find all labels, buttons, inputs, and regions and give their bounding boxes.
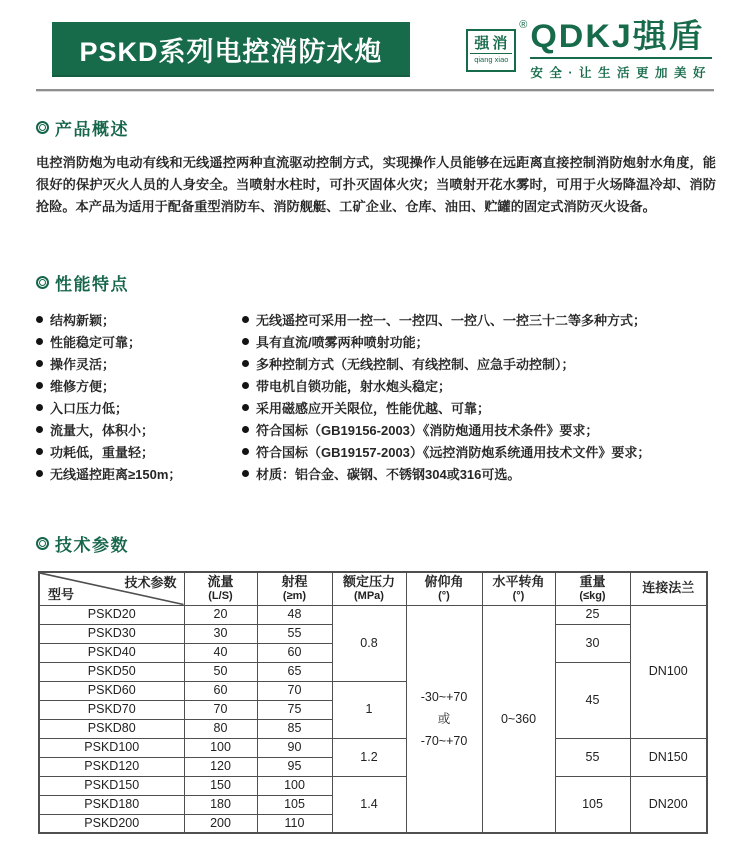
col-header-elevation [406, 572, 482, 605]
corner-label-model: 型号 [48, 586, 75, 602]
feature-text: 流量大，体积小； [50, 422, 155, 438]
col-title: 射程 [281, 573, 308, 589]
weight-cell: 45 [555, 662, 630, 738]
brand-logo [466, 19, 712, 81]
bullet-dot-icon [36, 338, 43, 345]
feature-item [36, 418, 242, 440]
pressure-cell: 1.2 [332, 738, 406, 776]
feature-text: 入口压力低； [50, 400, 129, 416]
flow-cell: 60 [184, 681, 257, 700]
range-cell: 110 [257, 814, 332, 833]
bullet-dot-icon [242, 382, 249, 389]
features-right-column [242, 308, 650, 484]
feature-item [242, 418, 650, 440]
col-unit: (≥m) [282, 589, 307, 602]
flow-cell: 150 [184, 776, 257, 795]
bullet-dot-icon [36, 382, 43, 389]
specs-table [38, 571, 708, 834]
col-title: 流量 [207, 573, 234, 589]
feature-text: 采用磁感应开关限位，性能优越、可靠； [256, 400, 491, 416]
elevation-or: 或 [437, 711, 451, 726]
feature-text: 带电机自锁功能，射水炮头稳定； [256, 378, 452, 394]
page-content [0, 115, 750, 834]
col-unit: (°) [512, 589, 525, 602]
range-cell: 65 [257, 662, 332, 681]
feature-item [242, 374, 650, 396]
model-cell: PSKD120 [39, 757, 184, 776]
flow-cell: 80 [184, 719, 257, 738]
feature-text: 维修方便； [50, 378, 116, 394]
bullet-dot-icon [242, 338, 249, 345]
corner-header-cell [39, 572, 184, 605]
range-cell: 85 [257, 719, 332, 738]
feature-item [242, 440, 650, 462]
feature-item [242, 462, 650, 484]
col-header-range [257, 572, 332, 605]
bullet-dot-icon [242, 448, 249, 455]
feature-text: 操作灵活； [50, 356, 116, 372]
model-cell: PSKD40 [39, 643, 184, 662]
feature-item [36, 308, 242, 330]
flow-cell: 200 [184, 814, 257, 833]
range-cell: 48 [257, 605, 332, 624]
feature-text: 结构新颖； [50, 312, 116, 328]
col-title: 俯仰角 [424, 573, 464, 589]
col-header-weight [555, 572, 630, 605]
col-title: 水平转角 [492, 573, 545, 589]
model-cell: PSKD180 [39, 795, 184, 814]
model-cell: PSKD100 [39, 738, 184, 757]
feature-text: 具有直流/喷雾两种喷射功能； [256, 334, 429, 350]
qiangxiao-logo-box [466, 29, 516, 72]
features-columns [36, 308, 716, 484]
logo-chinese-name: 强消 [470, 36, 512, 55]
range-cell: 60 [257, 643, 332, 662]
features-heading-row [36, 270, 716, 295]
section-specs [36, 531, 716, 834]
flange-cell: DN100 [630, 605, 707, 738]
table-row [39, 738, 707, 757]
col-title: 重量 [579, 573, 606, 589]
title-bar [52, 22, 410, 77]
section-features [36, 270, 716, 484]
features-left-column [36, 308, 242, 484]
weight-cell: 105 [555, 776, 630, 833]
bullet-dot-icon [242, 470, 249, 477]
brand-wordmark-block [530, 19, 712, 81]
section-overview [36, 115, 716, 218]
feature-item [36, 462, 242, 484]
feature-text: 性能稳定可靠； [50, 334, 142, 350]
feature-item [242, 352, 650, 374]
brand-wordmark: QDKJ强盾 [530, 18, 705, 55]
col-title: 连接法兰 [642, 580, 695, 596]
flow-cell: 100 [184, 738, 257, 757]
bullet-dot-icon [242, 404, 249, 411]
model-cell: PSKD70 [39, 700, 184, 719]
feature-item [36, 374, 242, 396]
bullet-dot-icon [36, 426, 43, 433]
range-cell: 55 [257, 624, 332, 643]
col-header-flange [630, 572, 707, 605]
bullet-dot-icon [242, 426, 249, 433]
model-cell: PSKD200 [39, 814, 184, 833]
range-cell: 95 [257, 757, 332, 776]
feature-text: 多种控制方式（无线控制、有线控制、应急手动控制）； [256, 356, 575, 372]
weight-cell: 55 [555, 738, 630, 776]
page-title: PSKD系列电控消防水炮 [79, 36, 383, 67]
pressure-cell: 0.8 [332, 605, 406, 681]
feature-item [242, 396, 650, 418]
range-cell: 70 [257, 681, 332, 700]
col-unit: (°) [438, 589, 450, 602]
flow-cell: 70 [184, 700, 257, 719]
feature-text: 无线遥控可采用一控一、一控四、一控八、一控三十二等多种方式； [256, 312, 647, 328]
elevation-cell [406, 605, 482, 833]
bullet-dot-icon [36, 404, 43, 411]
pressure-cell: 1.4 [332, 776, 406, 833]
table-header-row [39, 572, 707, 605]
elevation-range-2: -70~+70 [420, 733, 468, 748]
pressure-cell: 1 [332, 681, 406, 738]
table-row [39, 776, 707, 795]
feature-item [36, 330, 242, 352]
feature-text: 符合国标（GB19157-2003）《远控消防炮系统通用技术文件》要求； [256, 444, 651, 460]
header-divider [36, 89, 714, 92]
page-header [0, 0, 750, 78]
feature-item [36, 440, 242, 462]
corner-label-parameters: 技术参数 [124, 575, 177, 590]
range-cell: 90 [257, 738, 332, 757]
brand-slogan: 安全·让生活更加美好 [530, 57, 712, 81]
flow-cell: 50 [184, 662, 257, 681]
col-header-rotation [482, 572, 555, 605]
overview-paragraph: 电控消防炮为电动有线和无线遥控两种直流驱动控制方式，实现操作人员能够在远距离直接控制消防炮射水角度，能很好的保护灭火人员的人身安全。当喷射水柱时，可扑灭固体火灾；当喷射开花水雾时，可用于火场降温冷却、消防抢险。本产品为适用于配备重型消防车、消防舰艇、工矿企业、仓库、油田、贮罐的固定式消防灭火设备。 [36, 155, 716, 214]
feature-text: 符合国标（GB19156-2003）《消防炮通用技术条件》要求； [256, 422, 599, 438]
flow-cell: 40 [184, 643, 257, 662]
model-cell: PSKD80 [39, 719, 184, 738]
flow-cell: 20 [184, 605, 257, 624]
table-row [39, 605, 707, 624]
bullet-dot-icon [36, 470, 43, 477]
weight-cell: 30 [555, 624, 630, 662]
feature-item [36, 396, 242, 418]
col-header-pressure [332, 572, 406, 605]
flow-cell: 30 [184, 624, 257, 643]
flange-cell: DN150 [630, 738, 707, 776]
section-ring-icon [36, 276, 49, 289]
col-unit: (L/S) [208, 589, 233, 602]
flow-cell: 120 [184, 757, 257, 776]
col-title: 额定压力 [342, 573, 395, 589]
bullet-dot-icon [242, 316, 249, 323]
flange-cell: DN200 [630, 776, 707, 833]
bullet-dot-icon [242, 360, 249, 367]
section-ring-icon [36, 121, 49, 134]
section-ring-icon [36, 537, 49, 550]
bullet-dot-icon [36, 360, 43, 367]
feature-text: 材质：铝合金、碳钢、不锈钢304或316可选。 [256, 466, 521, 482]
flow-cell: 180 [184, 795, 257, 814]
model-cell: PSKD20 [39, 605, 184, 624]
bullet-dot-icon [36, 448, 43, 455]
feature-item [36, 352, 242, 374]
range-cell: 105 [257, 795, 332, 814]
feature-text: 无线遥控距离≥150m； [50, 466, 182, 482]
range-cell: 100 [257, 776, 332, 795]
model-cell: PSKD50 [39, 662, 184, 681]
qiangxiao-logo [466, 18, 528, 72]
feature-item [242, 308, 650, 330]
specs-heading: 技术参数 [55, 536, 129, 555]
features-heading: 性能特点 [55, 275, 129, 294]
range-cell: 75 [257, 700, 332, 719]
specs-heading-row [36, 531, 716, 556]
overview-heading: 产品概述 [55, 120, 129, 139]
model-cell: PSKD60 [39, 681, 184, 700]
weight-cell: 25 [555, 605, 630, 624]
registered-trademark-icon: ® [519, 18, 528, 31]
col-unit: (≤kg) [579, 589, 606, 602]
elevation-range-1: -30~+70 [420, 689, 468, 704]
col-header-flow [184, 572, 257, 605]
feature-text: 功耗低，重量轻； [50, 444, 155, 460]
feature-item [242, 330, 650, 352]
model-cell: PSKD150 [39, 776, 184, 795]
rotation-cell: 0~360 [482, 605, 555, 833]
model-cell: PSKD30 [39, 624, 184, 643]
col-unit: (MPa) [354, 589, 384, 602]
overview-heading-row [36, 115, 716, 140]
bullet-dot-icon [36, 316, 43, 323]
logo-pinyin: qiang xiao [474, 55, 509, 65]
